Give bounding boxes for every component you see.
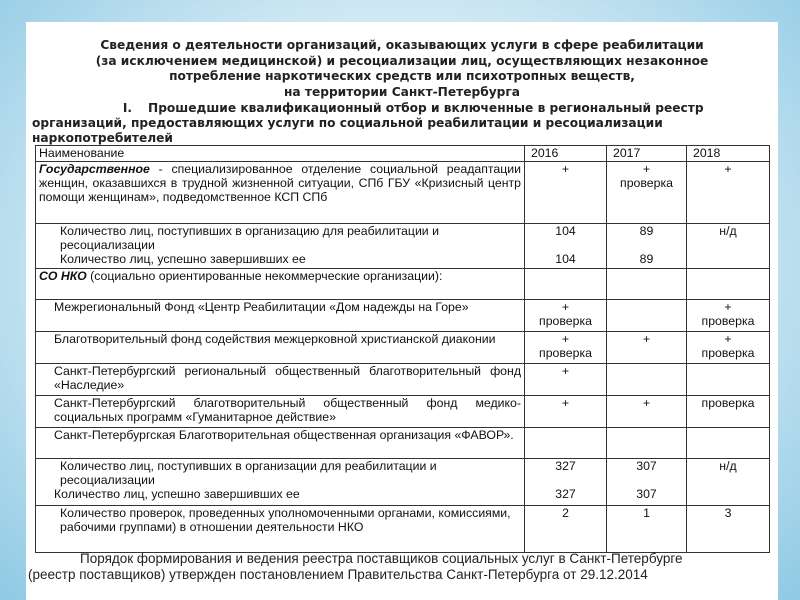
state-2016: + <box>525 162 607 224</box>
nko-abbr: СО НКО <box>39 269 87 283</box>
state-2017-mark: + <box>642 162 651 176</box>
state-completed-2017: 89 <box>639 252 654 266</box>
nko-completed-label: Количество лиц, успешно завершивших ее <box>54 487 300 501</box>
table-row-org <box>36 428 770 459</box>
footer-note <box>0 551 800 583</box>
table-row-org <box>36 300 770 332</box>
inspections-2017: 1 <box>607 506 687 553</box>
state-admitted-label: Количество лиц, поступивших в организацию для реабилитации и ресоциализации <box>60 224 439 252</box>
header-2016: 2016 <box>525 146 607 162</box>
org-2016 <box>525 428 607 459</box>
state-counts-labels <box>36 224 525 269</box>
org-2018 <box>687 428 770 459</box>
nko-completed-2016: 327 <box>555 487 576 501</box>
header-2017: 2017 <box>607 146 687 162</box>
section-line-2: организаций, предоставляющих услуги по социальной реабилитации и ресоциализации <box>32 116 663 130</box>
state-2017-note: проверка <box>620 176 673 190</box>
nko-counts-2016 <box>525 459 607 506</box>
nko-completed-2017: 307 <box>636 487 657 501</box>
table-row-state <box>36 162 770 224</box>
state-counts-2016 <box>525 224 607 269</box>
table-row-state-counts <box>36 224 770 269</box>
inspections-2016: 2 <box>525 506 607 553</box>
state-counts-2017 <box>607 224 687 269</box>
org-name: Санкт-Петербургская Благотворительная общественная организация «ФАВОР». <box>36 428 525 459</box>
org-name: Санкт-Петербургский благотворительный общественный фонд медико-социальных программ «Гуманитарное действие» <box>36 396 525 428</box>
state-2017 <box>607 162 687 224</box>
nko-heading <box>36 269 525 300</box>
org-2017 <box>607 364 687 396</box>
nko-counts-labels <box>36 459 525 506</box>
nko-admitted-2017: 307 <box>636 459 657 473</box>
org-2018: проверка <box>687 396 770 428</box>
org-2016: + проверка <box>525 300 607 332</box>
org-name: Благотворительный фонд содействия межцерковной христианской диаконии <box>36 332 525 364</box>
org-2016: + проверка <box>525 332 607 364</box>
state-admitted-2017: 89 <box>639 224 654 238</box>
nko-counts-2017 <box>607 459 687 506</box>
table-row-org <box>36 332 770 364</box>
org-2016: + <box>525 396 607 428</box>
section-title <box>32 101 784 146</box>
org-name: Санкт-Петербургский региональный общественный благотворительный фонд «Наследие» <box>36 364 525 396</box>
nko-admitted-label: Количество лиц, поступивших в организации для реабилитации и ресоциализации <box>60 459 437 487</box>
table-row-inspections <box>36 506 770 553</box>
document-heading <box>26 38 778 100</box>
nko-description: (социально ориентированные некоммерческие организации): <box>86 269 443 283</box>
state-org-type: Государственное <box>39 162 150 176</box>
table-row-nko-heading <box>36 269 770 300</box>
state-org-name <box>36 162 525 224</box>
nko-admitted-2016: 327 <box>555 459 576 473</box>
slide <box>26 22 778 600</box>
org-name: Межрегиональный Фонд «Центр Реабилитации «Дом надежды на Горе» <box>36 300 525 332</box>
org-2016: + <box>525 364 607 396</box>
org-2017 <box>607 300 687 332</box>
org-2018: + проверка <box>687 300 770 332</box>
state-admitted-2016: 104 <box>555 224 576 238</box>
org-2017: + <box>607 332 687 364</box>
heading-line-1: Сведения о деятельности организаций, оказывающих услуги в сфере реабилитации <box>100 38 704 52</box>
section-line-3: наркопотребителей <box>32 131 173 145</box>
org-2018: + проверка <box>687 332 770 364</box>
state-completed-label: Количество лиц, успешно завершивших ее <box>60 252 306 266</box>
section-line-1: Прошедшие квалификационный отбор и включенные в региональный реестр <box>148 101 704 115</box>
heading-line-3: потребление наркотических средств или психотропных веществ, <box>169 69 635 83</box>
footer-line-1: Порядок формирования и ведения реестра поставщиков социальных услуг в Санкт-Петербурге <box>80 551 683 566</box>
footer-line-2: (реестр поставщиков) утвержден постановлением Правительства Санкт-Петербурга от 29.12.2014 <box>28 567 648 582</box>
heading-line-2: (за исключением медицинской) и ресоциализации лиц, осуществляющих незаконное <box>95 53 709 68</box>
header-2018: 2018 <box>687 146 770 162</box>
inspections-2018: 3 <box>687 506 770 553</box>
table-header-row <box>36 146 770 162</box>
state-2018: + <box>687 162 770 224</box>
table-row-org <box>36 364 770 396</box>
org-2017 <box>607 428 687 459</box>
state-completed-2016: 104 <box>555 252 576 266</box>
registry-table <box>35 145 770 553</box>
org-2017: + <box>607 396 687 428</box>
heading-line-4: на территории Санкт-Петербурга <box>284 84 520 99</box>
inspections-label: Количество проверок, проведенных уполномоченными органами, комиссиями, рабочими группами) в отношении деятельности НКО <box>36 506 525 553</box>
section-number: I. <box>122 101 132 115</box>
state-org-description: - специализированное отделение социальной реадаптации женщин, оказавшихся в трудной жизненной ситуации, СПб ГБУ «Кризисный центр помощи женщинам», подведомственное КСП СПб <box>39 162 521 204</box>
org-2018 <box>687 364 770 396</box>
table-row-nko-counts <box>36 459 770 506</box>
state-counts-2018: н/д <box>687 224 770 269</box>
table-row-org <box>36 396 770 428</box>
header-name: Наименование <box>36 146 525 162</box>
nko-counts-2018: н/д <box>687 459 770 506</box>
